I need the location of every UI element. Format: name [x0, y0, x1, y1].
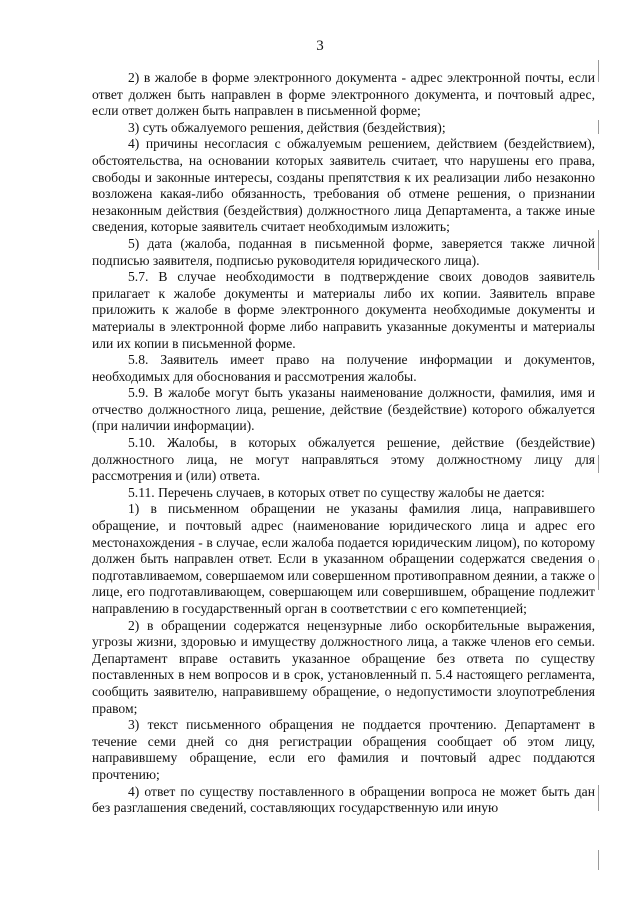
scan-edge-mark — [598, 230, 599, 270]
paragraph: 5.9. В жалобе могут быть указаны наименование должности, фамилия, имя и отчество должностного лица, решение, действие (бездействие) которого обжалуется (при наличии информации). — [92, 385, 595, 434]
paragraph: 3) суть обжалуемого решения, действия (бездействия); — [128, 119, 446, 135]
paragraph: 1) в письменном обращении не указаны фамилия лица, направившего обращение, и почтовый адрес (наименование юридического лица и адрес его местонахождения - в случае, если жалоба подается юридическим лицом), по которому должен быть направлен ответ. Если в указанном обращении содержатся сведения о подготавливаемом, совершаемом или совершенном противоправном деянии, а также о лице, его подготавливающем, совершающем или совершившем, обращение подлежит направлению в государственный орган в соответствии с его компетенцией; — [92, 501, 595, 616]
scan-edge-mark — [598, 455, 599, 473]
paragraph: 5.8. Заявитель имеет право на получение информации и документов, необходимых для обоснования и рассмотрения жалобы. — [92, 352, 595, 384]
scan-edge-mark — [598, 120, 599, 134]
paragraph: 5) дата (жалоба, поданная в письменной форме, заверяется также личной подписью заявителя, подписью руководителя юридического лица). — [92, 235, 595, 268]
scan-edge-mark — [598, 60, 599, 82]
paragraph: 2) в жалобе в форме электронного документа - адрес электронной почты, если ответ должен быть направлен в форме электронного документа, и почтовый адрес, если ответ должен быть направлен в письменной форме; — [92, 70, 595, 119]
paragraph: 5.10. Жалобы, в которых обжалуется решение, действие (бездействие) должностного лица, не могут направляться этому должностному лицу для рассмотрения и (или) ответа. — [92, 435, 595, 484]
page-number: 3 — [316, 38, 324, 54]
paragraph: 4) причины несогласия с обжалуемым решением, действием (бездействием), обстоятельства, на основании которых заявитель считает, что нарушены его права, свободы и законные интересы, созданы препятствия к их реализации либо незаконно возложена какая-либо обязанность, требования об отмене решения, о признании незаконным действия (бездействия) должностного лица Департамента, а также иные сведения, которые заявитель считает необходимым изложить; — [92, 136, 595, 235]
document-body — [92, 70, 595, 817]
paragraph: 4) ответ по существу поставленного в обращении вопроса не может быть дан без разглашения сведений, составляющих государственную или иную — [92, 783, 595, 816]
paragraph: 5.7. В случае необходимости в подтверждение своих доводов заявитель прилагает к жалобе документы и материалы либо их копии. Заявитель вправе приложить к жалобе в форме электронного документа необходимые документы и материалы в электронной форме либо направить указанные документы и материалы или их копии в письменной форме. — [92, 269, 595, 351]
scan-edge-mark — [598, 785, 599, 811]
paragraph: 3) текст письменного обращения не поддается прочтению. Департамент в течение семи дней со дня регистрации обращения сообщает об этом лицу, направившему обращение, если его фамилия и почтовый адрес поддаются прочтению; — [92, 717, 595, 782]
paragraph: 5.11. Перечень случаев, в которых ответ по существу жалобы не дается: — [128, 484, 545, 500]
scan-edge-mark — [598, 850, 599, 870]
scan-edge-mark — [598, 560, 599, 590]
paragraph: 2) в обращении содержатся нецензурные либо оскорбительные выражения, угрозы жизни, здоровью и имуществу должностного лица, а также членов его семьи. Департамент вправе оставить указанное обращение без ответа по существу поставленных в нем вопросов и в срок, установленный п. 5.4 настоящего регламента, сообщить заявителю, направившему обращение, о недопустимости злоупотребления правом; — [92, 617, 595, 716]
